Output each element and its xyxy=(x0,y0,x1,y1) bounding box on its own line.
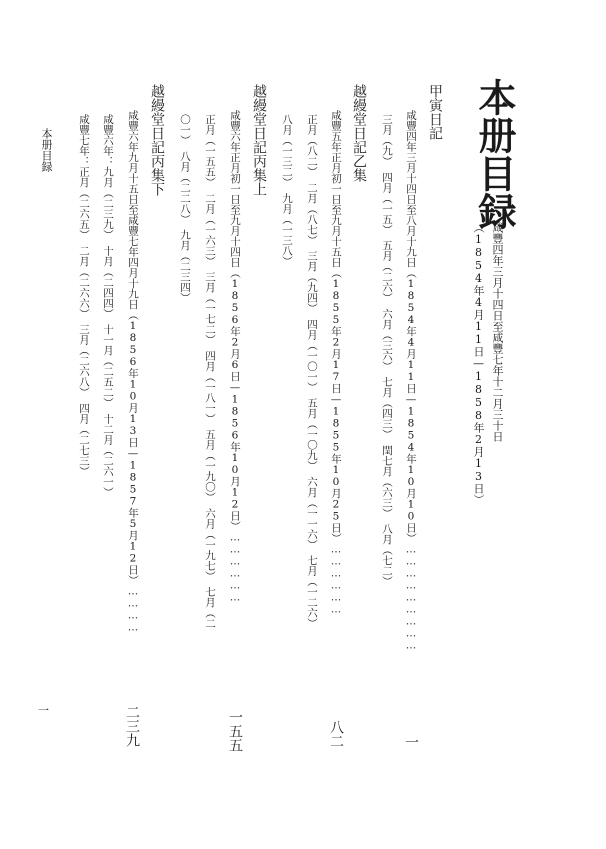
toc-entry: 咸豐六年：九月（二三九） 十月（二四四） 十一月（二五二） 十二月（二六一） xyxy=(102,114,114,498)
toc-entry: 咸豐四年三月十四日至八月十九日（1854年4月11日—1854年10月10日）……………………… xyxy=(405,110,417,652)
date-range-western: （1854年4月11日—1858年2月13日） xyxy=(472,222,485,505)
toc-entry: 正月（一五五） 二月（一六三） 三月（一七二） 四月（一八一） 五月（一九〇） 六月（一九七） 七月（二 xyxy=(204,114,216,629)
toc-entry: 咸豐五年正月初一日至九月十五日（1855年2月17日—1855年10月25日）……………… xyxy=(330,110,342,616)
running-head: 本册目録 xyxy=(40,128,53,172)
toc-entry: 三月（九） 四月（一五） 五月（二六） 六月（三六） 七月（四三） 閏七月（六三） 八月（七二） xyxy=(381,114,393,587)
section-heading: 越縵堂日記乙集 xyxy=(351,84,367,182)
toc-entry: 〇一） 八月（二二八） 九月（二三四） xyxy=(179,114,191,303)
toc-entry: 正月（八二） 二月（八七） 三月（九四） 四月（一〇一） 五月（一〇九） 六月（一一六） 七月（一二六） xyxy=(306,114,318,629)
page-folio: 一 xyxy=(38,704,49,717)
toc-page-number: 一五五 xyxy=(227,710,243,752)
toc-page-number: 一 xyxy=(403,735,419,749)
toc-entry: 八月（一三二） 九月（一三八） xyxy=(281,114,293,267)
section-heading: 甲寅日記 xyxy=(427,84,443,140)
section-heading: 越縵堂日記丙集下 xyxy=(149,84,165,196)
page-title: 本册目録 xyxy=(472,78,517,230)
toc-page-number: 二三九 xyxy=(124,705,140,747)
toc-entry: 咸豐六年九月十五日至咸豐七年四月十九日（1856年10月13日—1857年5月12日）………… xyxy=(127,110,139,634)
toc-page-number: 八二 xyxy=(328,720,344,748)
toc-entry: 咸豐六年正月初一日至九月十四日（1856年2月6日—1856年10月12日）……………… xyxy=(229,110,241,604)
date-range-cn: 咸豐四年三月十四日至咸豐七年十二月三十日 xyxy=(491,222,504,442)
section-heading: 越縵堂日記丙集上 xyxy=(251,84,267,196)
toc-entry: 咸豐七年：正月（二六五） 二月（二六六） 三月（二六八） 四月（二七三） xyxy=(78,114,90,477)
